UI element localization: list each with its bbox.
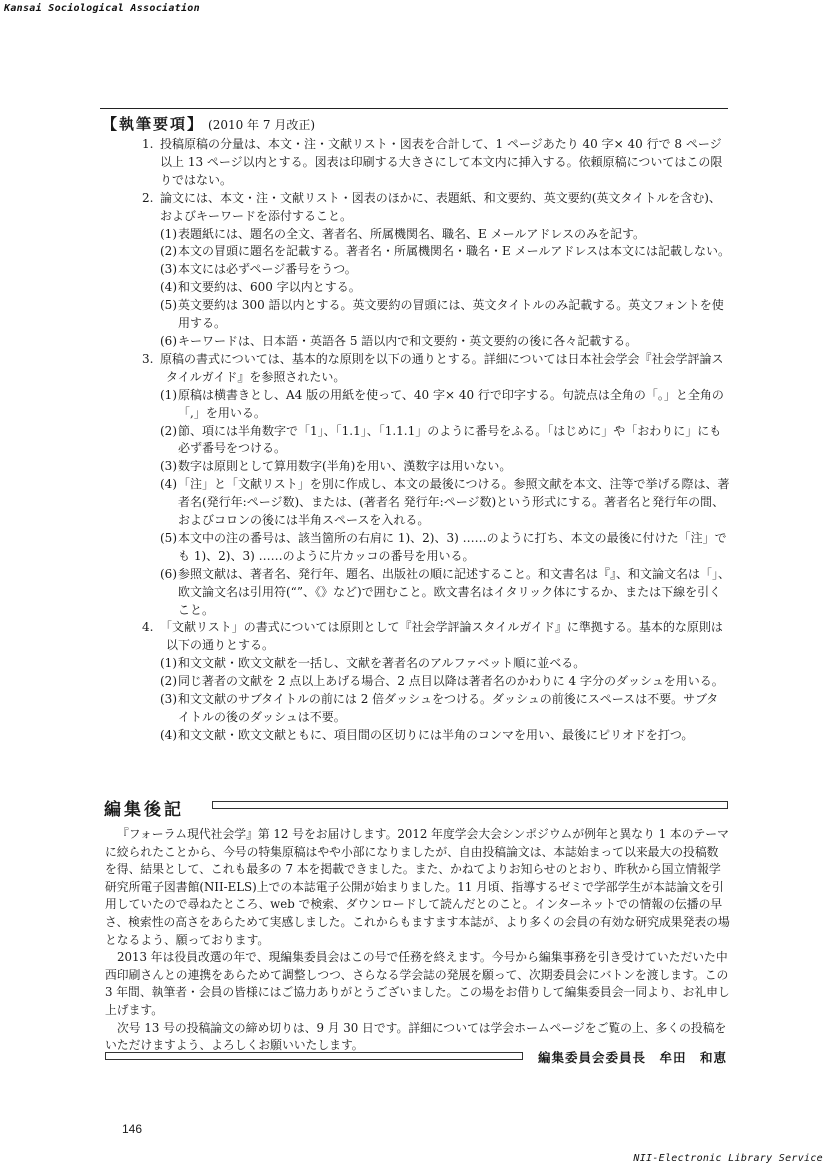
guideline-subitem: (3)本文には必ずページ番号をうつ。 [160,262,357,277]
guideline-subitem: (4)和文文献・欧文文献ともに、項目間の区切りには半角のコンマを用い、最後にピリオドを打つ。 [160,727,694,742]
guideline-subitem: (5)本文中の注の番号は、該当箇所の右肩に 1)、2)、3) ……のように打ち、本文の最後に付けた「注」でも 1)、2)、3) ……のように片カッコの番号を用いる。 [160,530,727,563]
guideline-subitem: (2)同じ著者の文献を 2 点以上あげる場合、2 点目以降は著者名のかわりに 4 字分のダッシュを用いる。 [160,674,724,689]
guideline-subitem: (3)数字は原則として算用数字(半角)を用い、漢数字は用いない。 [160,459,512,474]
guideline-item: 1. 投稿原稿の分量は、本文・注・文献リスト・図表を合計して、1 ページあたり 40 字× 40 行で 8 ページ以上 13 ページ以内とする。図表は印刷する大きさにして本文内に挿入する。依頼原稿についてはこの限りではない。 [142,137,723,187]
guideline-item: 3. 原稿の書式については、基本的な原則を以下の通りとする。詳細については日本社会学会『社会学評論スタイルガイド』を参照されたい。 [142,351,724,384]
guideline-subitem: (4)和文要約は、600 字以内とする。 [160,280,361,295]
guidelines-list [102,136,730,745]
guideline-subitem: (1)原稿は横書きとし、A4 版の用紙を使って、40 字× 40 行で印字する。句読点は全角の「。」と全角の「,」を用いる。 [160,387,724,420]
guidelines-revision: (2010 年 7 月改正) [208,118,315,132]
guideline-subitem: (5)英文要約は 300 語以内とする。英文要約の冒頭には、英文タイトルのみ記載する。英文フォントを使用する。 [160,298,724,331]
page-number: 146 [122,1122,143,1136]
editor-signature: 編集委員会委員長 牟田 和恵 [538,1050,728,1065]
editorial-title-bar [212,801,728,809]
editorial-paragraph: 次号 13 号の投稿論文の締め切りは、9 月 30 日です。詳細については学会ホームページをご覧の上、多くの投稿をいただけますよう、よろしくお願いいたします。 [105,1020,727,1053]
guideline-subitem: (1)和文文献・欧文文献を一括し、文献を著者名のアルファベット順に並べる。 [160,656,586,671]
editorial-body [105,826,730,1055]
journal-header: Kansai Sociological Association [4,3,200,14]
guideline-subitem: (3)和文文献のサブタイトルの前には 2 倍ダッシュをつける。ダッシュの前後にスペースは不要。サブタイトルの後のダッシュは不要。 [160,692,719,724]
editorial-paragraph: 『フォーラム現代社会学』第 12 号をお届けします。2012 年度学会大会シンポジウムが例年と異なり 1 本のテーマに絞られたことから、今号の特集原稿はやや小部になりましたが、自由投稿論文は、本誌始まって以来最大の投稿数を得、結果として、これも最多の 7 本を掲載できました。また、かねてよりお知らせのとおり、昨秋から国立情報学研究所電子図書館(NII-ELS)上での本誌電子公開が始まりました。11 月頃、指導するゼミで学部学生が本誌論文を引用していたので尋ねたところ、web で検索、ダウンロードして読んだとのこと。インターネットでの情報の伝播の早さ、検索性の高さをあらためて実感しました。これからもますます本誌が、より多くの会員の有効な研究成果発表の場となるよう、願っております。 [105,827,730,947]
top-rule [100,108,728,109]
editorial-title: 編集後記 [104,800,184,820]
signature-bar [105,1052,523,1060]
guideline-subitem: (2)本文の冒頭に題名を記載する。著者名・所属機関名・職名・E メールアドレスは本文には記載しない。 [160,244,730,259]
guideline-item: 4. 「文献リスト」の書式については原則として『社会学評論スタイルガイド』に準拠する。基本的な原則は以下の通りとする。 [142,620,723,653]
guidelines-title-text: 【執筆要項】 [102,115,205,133]
guideline-subitem: (4)「注」と「文献リスト」を別に作成し、本文の最後につける。参照文献を本文、注等で挙げる際は、著者名(発行年:ページ数)、または、(著者名 発行年:ページ数)という形式にする。著者名と発行年の間、およびコロンの後には半角スペースを入れる。 [160,477,730,528]
guideline-subitem: (6)キーワードは、日本語・英語各 5 語以内で和文要約・英文要約の後に各々記載する。 [160,333,638,348]
guidelines-title [102,113,315,134]
guideline-subitem: (2)節、項には半角数字で「1」、「1.1」、「1.1.1」のように番号をふる。「はじめに」や「おわりに」にも必ず番号をつける。 [160,423,722,456]
guideline-subitem: (1)表題紙には、題名の全文、著者名、所属機関名、職名、E メールアドレスのみを記す。 [160,226,646,241]
library-footer: NII-Electronic Library Service [633,1153,823,1164]
guideline-item: 2. 論文には、本文・注・文献リスト・図表のほかに、表題紙、和文要約、英文要約(英文タイトルを含む)、およびキーワードを添付すること。 [142,190,721,223]
guideline-subitem: (6)参照文献は、著者名、発行年、題名、出版社の順に記述すること。和文書名は『』、和文論文名は「」、欧文論文名は引用符(“”、《》など)で囲むこと。欧文書名はイタリック体にするか、または下線を引くこと。 [160,566,731,617]
editorial-paragraph: 2013 年は役員改選の年で、現編集委員会はこの号で任務を終えます。今号から編集事務を引き受けていただいた中西印刷さんとの連携をあらためて調整しつつ、さらなる学会誌の発展を願って、次期委員会にバトンを渡します。この 3 年間、執筆者・会員の皆様にはご協力ありがとうございました。この場をお借りして編集委員会一同より、お礼申し上げます。 [105,950,730,1017]
